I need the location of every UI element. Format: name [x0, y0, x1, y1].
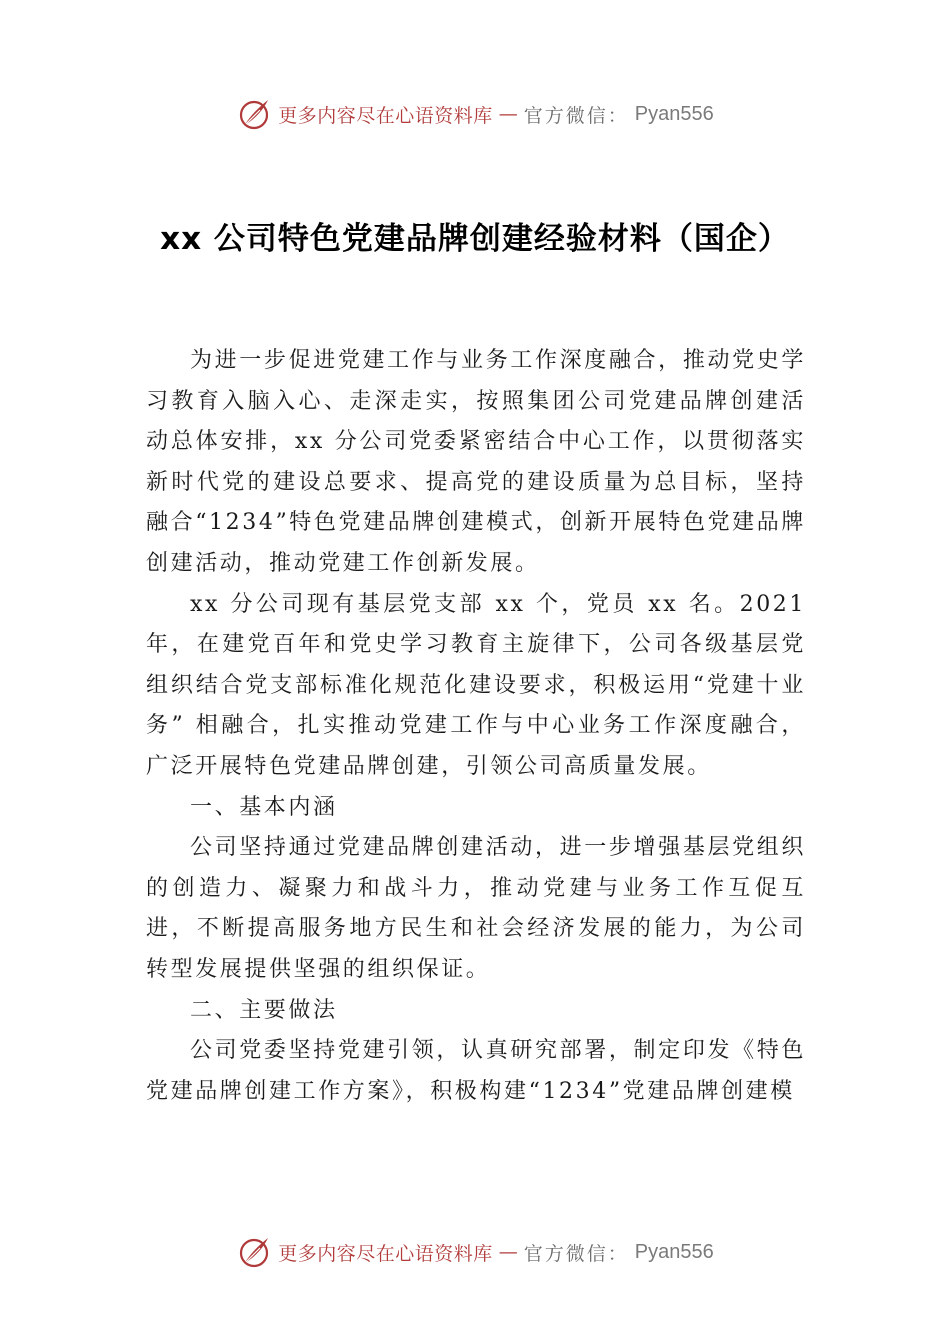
banner-text: 更多内容尽在心语资料库 — [278, 104, 493, 127]
header-watermark — [0, 94, 950, 134]
banner-text: 更多内容尽在心语资料库 — [278, 1242, 493, 1265]
banner-label: 官方微信： — [523, 104, 629, 127]
document-body — [146, 341, 806, 1112]
quill-logo-icon — [236, 96, 272, 132]
banner-label: 官方微信： — [523, 1242, 629, 1265]
banner-dash: — — [498, 103, 518, 125]
paragraph-overview: xx 分公司现有基层党支部 xx 个，党员 xx 名。2021 年，在建党百年和党史学习教育主旋律下，公司各级基层党组织结合党支部标准化规范化建设要求，积极运用“党建十业务” 相融合，扎实推动党建工作与中心业务工作深度融合，广泛开展特色党建品牌创建，引领公司高质量发展。 — [146, 591, 806, 779]
banner-wechat-id: Pyan556 — [634, 1240, 714, 1263]
paragraph-practice: 公司党委坚持党建引领，认真研究部署，制定印发《特色党建品牌创建工作方案》，积极构建“1234”党建品牌创建模 — [146, 1038, 806, 1104]
section-heading-basic: 一、基本内涵 — [190, 794, 338, 820]
section-heading-practice: 二、主要做法 — [190, 997, 338, 1023]
footer-watermark — [0, 1232, 950, 1272]
paragraph-intro: 为进一步促进党建工作与业务工作深度融合，推动党史学习教育入脑入心、走深走实，按照集团公司党建品牌创建活动总体安排，xx 分公司党委紧密结合中心工作，以贯彻落实新时代党的建设总要求、提高党的建设质量为总目标，坚持融合“1234”特色党建品牌创建模式，创新开展特色党建品牌创建活动，推动党建工作创新发展。 — [146, 348, 806, 576]
banner-wechat-id: Pyan556 — [634, 102, 714, 125]
document-title: xx 公司特色党建品牌创建经验材料（国企） — [160, 221, 790, 257]
banner-dash: — — [498, 1241, 518, 1263]
quill-logo-icon — [236, 1234, 272, 1270]
paragraph-basic: 公司坚持通过党建品牌创建活动，进一步增强基层党组织的创造力、凝聚力和战斗力，推动党建与业务工作互促互进，不断提高服务地方民生和社会经济发展的能力，为公司转型发展提供坚强的组织保证。 — [146, 835, 806, 982]
